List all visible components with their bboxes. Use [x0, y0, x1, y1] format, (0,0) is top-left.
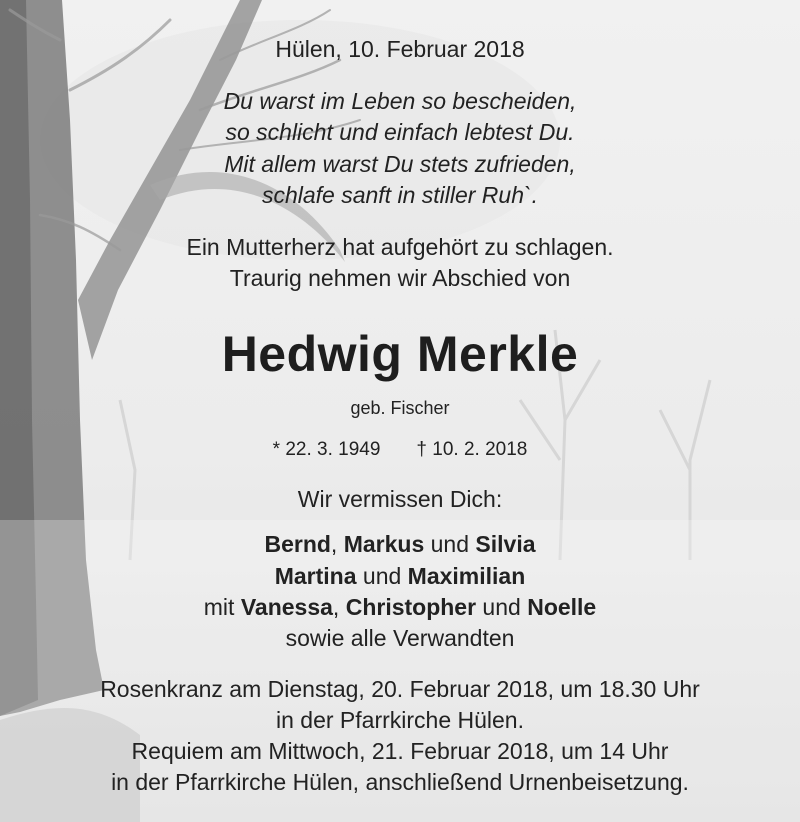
separator: und — [356, 563, 408, 589]
birth-name: geb. Fischer — [350, 398, 450, 418]
separator: , — [330, 531, 344, 557]
life-dates — [0, 439, 800, 461]
family-line-3 — [0, 594, 800, 621]
intro-line-1: Ein Mutterherz hat aufgehört zu schlagen. — [186, 234, 614, 260]
service-line-2: in der Pfarrkirche Hülen. — [276, 707, 524, 733]
place-date: Hülen, 10. Februar 2018 — [275, 36, 525, 62]
family-name: Martina — [274, 563, 357, 589]
separator: , — [332, 594, 346, 620]
poem-line-2: so schlicht und einfach lebtest Du. — [225, 119, 575, 145]
poem-line-4: schlafe sanft in stiller Ruh`. — [261, 182, 539, 208]
separator: und — [424, 531, 476, 557]
intro-line-2: Traurig nehmen wir Abschied von — [229, 265, 571, 291]
family-line-1 — [0, 531, 800, 558]
relatives-line: sowie alle Verwandten — [285, 625, 515, 651]
death-date: † 10. 2. 2018 — [416, 439, 528, 460]
family-name: Maximilian — [407, 563, 526, 589]
birth-date: * 22. 3. 1949 — [272, 439, 381, 460]
service-line-4: in der Pfarrkirche Hülen, anschließend Urnenbeisetzung. — [111, 769, 689, 795]
poem-line-1: Du warst im Leben so bescheiden, — [223, 88, 577, 114]
family-name: Christopher — [345, 594, 477, 620]
family-name: Markus — [343, 531, 425, 557]
family-name: Silvia — [475, 531, 536, 557]
family-name: Noelle — [527, 594, 597, 620]
separator: und — [476, 594, 528, 620]
family-name: Vanessa — [240, 594, 333, 620]
service-line-1: Rosenkranz am Dienstag, 20. Februar 2018, um 18.30 Uhr — [100, 676, 700, 702]
poem-line-3: Mit allem warst Du stets zufrieden, — [224, 151, 576, 177]
separator: mit — [203, 594, 241, 620]
deceased-name: Hedwig Merkle — [221, 326, 579, 382]
miss-line: Wir vermissen Dich: — [297, 486, 503, 512]
family-name: Bernd — [264, 531, 331, 557]
family-line-2 — [0, 563, 800, 590]
service-line-3: Requiem am Mittwoch, 21. Februar 2018, um 14 Uhr — [131, 738, 669, 764]
